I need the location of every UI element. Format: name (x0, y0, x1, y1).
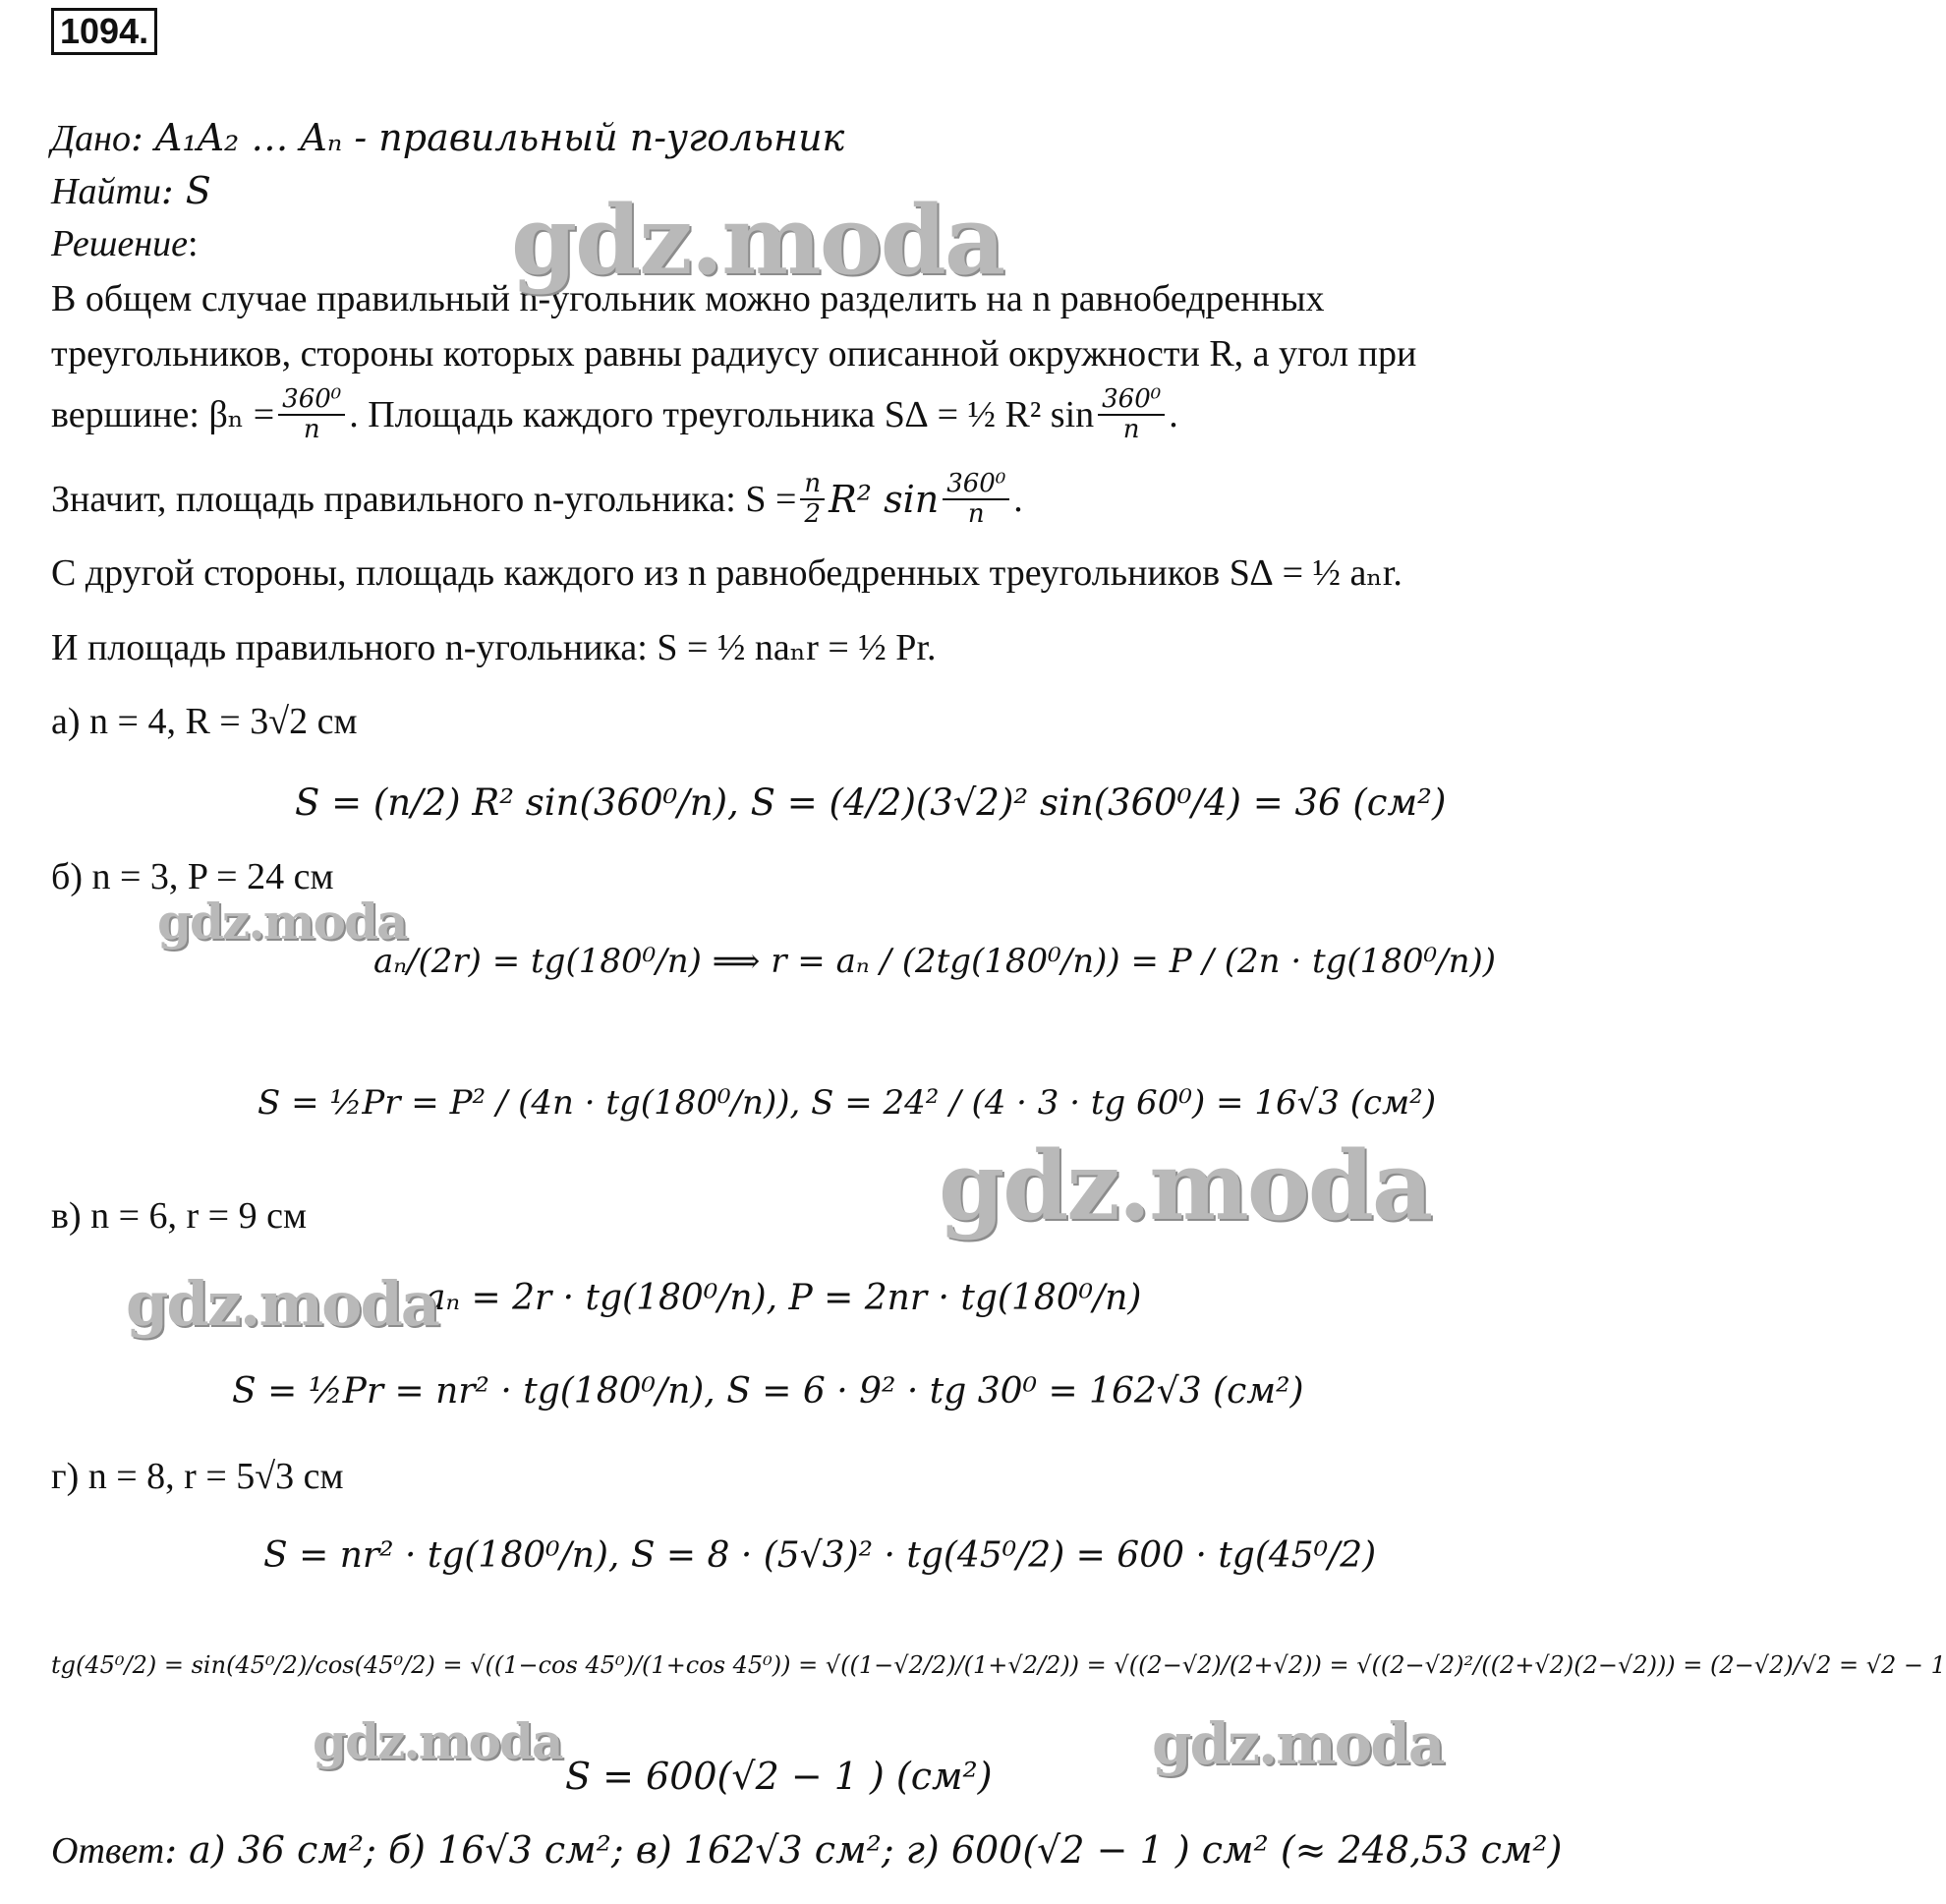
paragraph-3-middle: . Площадь каждого треугольника S∆ = ½ R² sin (349, 393, 1095, 435)
angle-fraction-2 (1098, 385, 1165, 443)
case-c-title: в) n = 6, r = 9 см (51, 1195, 308, 1237)
paragraph-4-end: . (1013, 478, 1023, 520)
angle-fraction-3 (943, 470, 1009, 528)
angle-fraction-num: 360⁰ (278, 385, 345, 416)
case-c-formula-1: aₙ = 2r · tg(180⁰/n), P = 2nr · tg(180⁰/n) (425, 1278, 1142, 1318)
paragraph-3 (51, 385, 1178, 443)
solution-colon: : (187, 223, 199, 264)
case-d-formula-3: S = 600(√2 − 1 ) (см²) (565, 1755, 993, 1798)
watermark-1: gdz.moda (511, 185, 1004, 296)
solution-line (51, 222, 199, 265)
given-text: : A₁A₂ … Aₙ - правильный n-угольник (131, 116, 845, 159)
answer-text: : а) 36 см²; б) 16√3 см²; в) 162√3 см²; г) 600(√2 − 1 ) см² (≈ 248,53 см²) (164, 1828, 1563, 1872)
given-line (51, 116, 844, 160)
paragraph-6: И площадь правильного n-угольника: S = ½ naₙr = ½ Pr. (51, 627, 937, 668)
case-b-formula-2: S = ½Pr = P² / (4n · tg(180⁰/n)), S = 24² / (4 · 3 · tg 60⁰) = 16√3 (см²) (258, 1083, 1437, 1123)
watermark-6: gdz.moda (1152, 1710, 1444, 1777)
find-text: : S (160, 169, 211, 212)
answer-label: Ответ (51, 1830, 165, 1872)
n-over-2-num: n (800, 470, 825, 500)
find-line (51, 169, 211, 213)
case-d-formula-2: tg(45⁰/2) = sin(45⁰/2)/cos(45⁰/2) = √((1−cos 45⁰)/(1+cos 45⁰)) = √((1−√2/2)/(1+√2/2)) = √((2−√2)/(2+√2)) = √((2−√2)²/((2+√2)(2−√2))) = (2−√2)/√2 = √2 − 1 (51, 1651, 1946, 1679)
angle-fraction-den: n (303, 414, 320, 444)
answer-line (51, 1828, 1562, 1873)
paragraph-3-end: . (1169, 393, 1178, 435)
case-d-formula-1: S = nr² · tg(180⁰/n), S = 8 · (5√3)² · tg(45⁰/2) = 600 · tg(45⁰/2) (263, 1535, 1377, 1576)
case-a-formula: S = (n/2) R² sin(360⁰/n), S = (4/2)(3√2)² sin(360⁰/4) = 36 (см²) (295, 781, 1447, 824)
case-c-formula-2: S = ½Pr = nr² · tg(180⁰/n), S = 6 · 9² · tg 30⁰ = 162√3 (см²) (232, 1371, 1304, 1412)
paragraph-4-middle: R² sin (829, 477, 940, 521)
case-a-title: а) n = 4, R = 3√2 см (51, 701, 358, 742)
watermark-3: gdz.moda (939, 1130, 1432, 1241)
given-label: Дано (51, 118, 132, 159)
find-label: Найти (51, 171, 161, 212)
angle-fraction-3-num: 360⁰ (943, 470, 1009, 500)
solution-label: Решение (51, 223, 188, 264)
paragraph-4 (51, 470, 1023, 528)
paragraph-2: треугольников, стороны которых равны радиусу описанной окружности R, а угол при (51, 333, 1417, 375)
problem-number: 1094. (51, 8, 157, 55)
angle-fraction-3-den: n (967, 498, 985, 529)
angle-fraction-2-den: n (1122, 414, 1140, 444)
case-b-title: б) n = 3, P = 24 см (51, 856, 334, 897)
n-over-2-fraction (800, 470, 825, 528)
watermark-5: gdz.moda (313, 1712, 562, 1770)
case-d-title: г) n = 8, r = 5√3 см (51, 1456, 344, 1497)
paragraph-5: С другой стороны, площадь каждого из n равнобедренных треугольников S∆ = ½ aₙr. (51, 552, 1402, 594)
case-b-formula-1: aₙ/(2r) = tg(180⁰/n) ⟹ r = aₙ / (2tg(180⁰/n)) = P / (2n · tg(180⁰/n)) (373, 942, 1497, 981)
watermark-4: gdz.moda (126, 1268, 438, 1340)
angle-fraction-2-num: 360⁰ (1098, 385, 1165, 416)
watermark-2: gdz.moda (157, 893, 407, 951)
paragraph-3-start: вершине: βₙ = (51, 394, 275, 436)
angle-fraction (278, 385, 345, 443)
paragraph-1: В общем случае правильный n-угольник можно разделить на n равнобедренных (51, 278, 1325, 319)
n-over-2-den: 2 (804, 498, 822, 529)
paragraph-4-start: Значит, площадь правильного n-угольника: S = (51, 478, 797, 520)
